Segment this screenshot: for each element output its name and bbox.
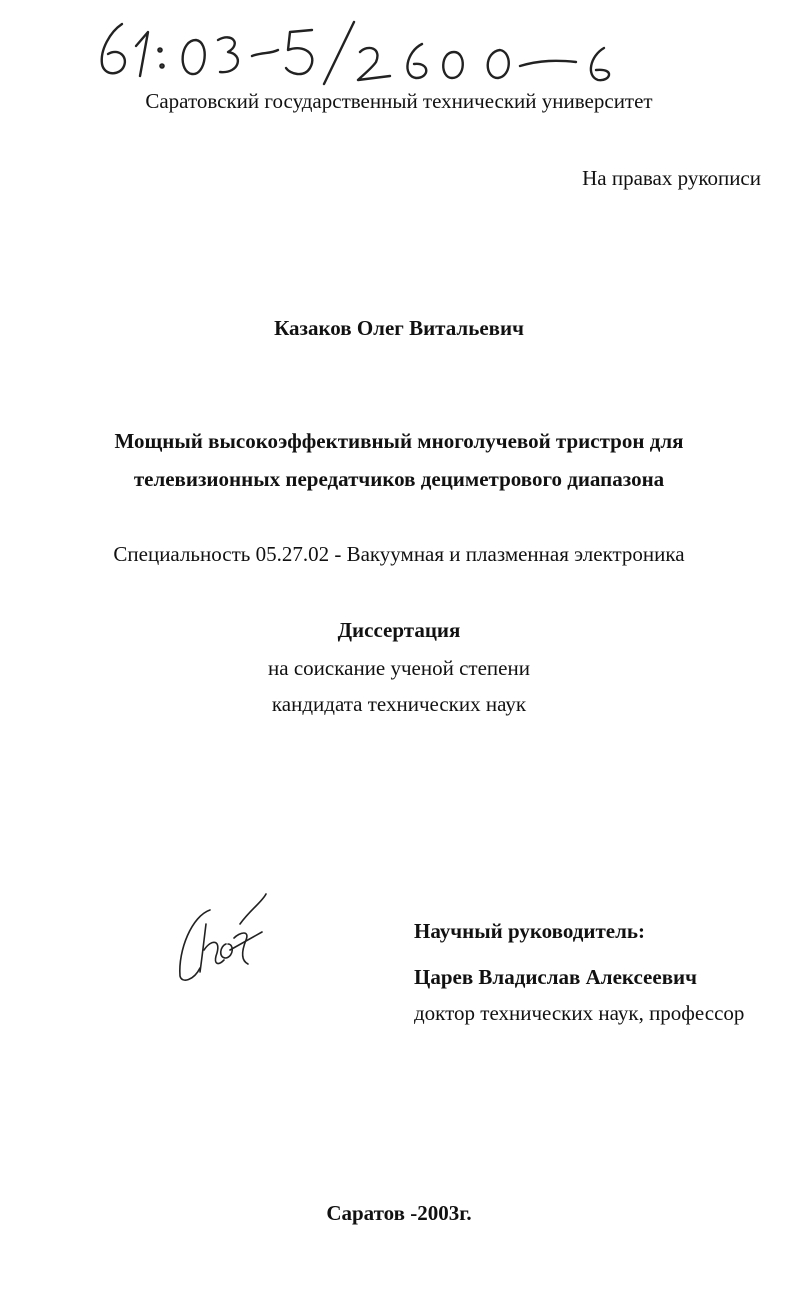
- signature-strokes: [170, 880, 280, 990]
- author-name: Казаков Олег Витальевич: [274, 316, 524, 340]
- advisor-credentials: доктор технических наук, профессор: [414, 1001, 745, 1025]
- dissertation-title-line-2: телевизионных передатчиков дециметрового диапазона: [133, 467, 665, 491]
- handwritten-archive-number: [92, 10, 652, 90]
- advisor-heading: Научный руководитель:: [414, 919, 645, 943]
- specialty: Специальность 05.27.02 - Вакуумная и плазменная электроника: [113, 542, 685, 566]
- advisor-name: Царев Владислав Алексеевич: [414, 965, 697, 989]
- handwriting-strokes: [92, 10, 652, 90]
- degree-line-1: на соискание ученой степени: [268, 656, 530, 680]
- work-type: Диссертация: [337, 618, 461, 642]
- university-name: Саратовский государственный технический университет: [145, 89, 653, 113]
- dissertation-title-line-1: Мощный высокоэффективный многолучевой тристрон для: [114, 429, 684, 453]
- manuscript-rights-note: На правах рукописи: [582, 166, 761, 190]
- signature: [170, 880, 280, 990]
- place-and-year: Саратов -2003г.: [326, 1201, 472, 1225]
- degree-line-2: кандидата технических наук: [271, 692, 527, 716]
